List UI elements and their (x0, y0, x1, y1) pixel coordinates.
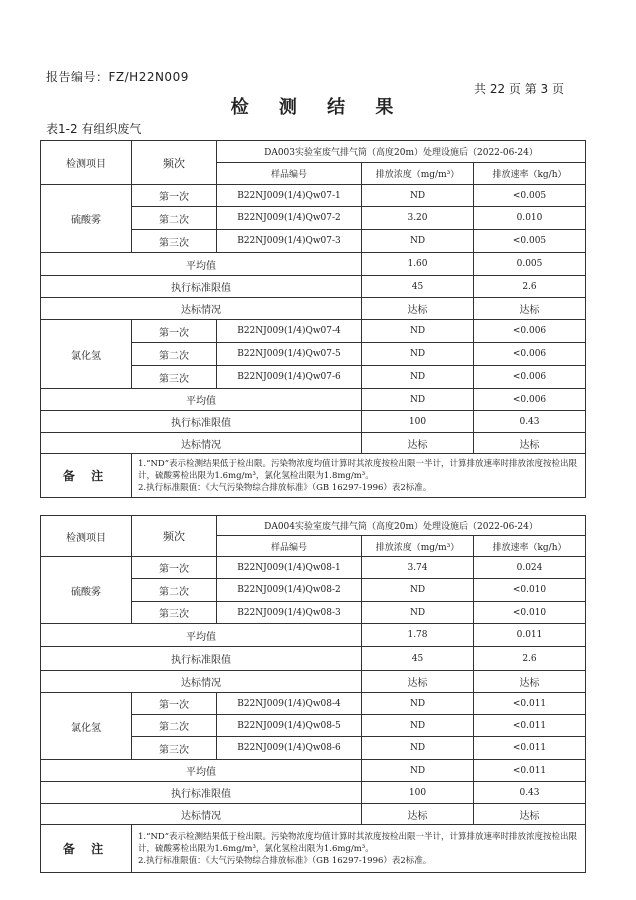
emission-rate-cell: <0.005 (474, 185, 586, 207)
status-label: 达标情况 (41, 298, 362, 320)
emission-rate-cell: <0.006 (474, 366, 586, 389)
summary-row (41, 276, 586, 298)
page-indicator: 共 22 页 第 3 页 (474, 82, 564, 96)
frequency-cell: 第二次 (132, 207, 217, 230)
sample-number-cell: B22NJ009(1/4)Qw07-5 (217, 343, 362, 366)
limit-emission-rate: 0.43 (474, 411, 586, 433)
sample-number-cell: B22NJ009(1/4)Qw08-1 (217, 557, 362, 579)
avg-emission-rate: 0.005 (474, 253, 586, 276)
header-concentration: 排放浓度（mg/m³） (362, 536, 474, 557)
frequency-cell: 第三次 (132, 366, 217, 389)
sample-number-cell: B22NJ009(1/4)Qw08-3 (217, 602, 362, 624)
header-frequency: 频次 (132, 516, 217, 557)
pollutant-name: 氯化氢 (41, 320, 132, 389)
status-emission-rate: 达标 (474, 433, 586, 454)
header-frequency: 频次 (132, 141, 217, 185)
concentration-cell: ND (362, 715, 474, 737)
notes-label: 备 注 (41, 454, 132, 498)
status-emission-rate: 达标 (474, 298, 586, 320)
notes-text (132, 454, 586, 498)
summary-row (41, 804, 586, 825)
emission-rate-cell: <0.006 (474, 343, 586, 366)
page-title: 检 测 结 果 (230, 97, 406, 118)
table-row (41, 557, 586, 579)
avg-label: 平均值 (41, 253, 362, 276)
avg-label: 平均值 (41, 389, 362, 411)
avg-concentration: ND (362, 760, 474, 782)
limit-label: 执行标准限值 (41, 276, 362, 298)
status-emission-rate: 达标 (474, 671, 586, 693)
concentration-cell: 3.20 (362, 207, 474, 230)
emission-rate-cell: <0.010 (474, 579, 586, 602)
concentration-cell: ND (362, 602, 474, 624)
summary-row (41, 671, 586, 693)
summary-row (41, 298, 586, 320)
emission-rate-cell: <0.006 (474, 320, 586, 343)
table-row (41, 693, 586, 715)
emission-rate-cell: <0.011 (474, 737, 586, 760)
limit-emission-rate: 0.43 (474, 782, 586, 804)
status-label: 达标情况 (41, 671, 362, 693)
report-number: 报告编号：FZ/H22N009 (46, 70, 189, 84)
concentration-cell: ND (362, 230, 474, 253)
table-row (41, 320, 586, 343)
limit-label: 执行标准限值 (41, 411, 362, 433)
limit-concentration: 100 (362, 411, 474, 433)
status-concentration: 达标 (362, 298, 474, 320)
frequency-cell: 第一次 (132, 185, 217, 207)
pollutant-name: 硫酸雾 (41, 557, 132, 624)
header-source: DA003实验室废气排气筒（高度20m）处理设施后（2022-06-24） (217, 141, 586, 163)
avg-concentration: 1.78 (362, 624, 474, 647)
table-row (41, 185, 586, 207)
header-emission-rate: 排放速率（kg/h） (474, 536, 586, 557)
summary-row (41, 782, 586, 804)
sample-number-cell: B22NJ009(1/4)Qw07-1 (217, 185, 362, 207)
status-label: 达标情况 (41, 433, 362, 454)
pollutant-name: 硫酸雾 (41, 185, 132, 253)
note-line: 2.执行标准限值：《大气污染物综合排放标准》（GB 16297-1996）表2标准。 (138, 855, 432, 866)
sample-number-cell: B22NJ009(1/4)Qw07-6 (217, 366, 362, 389)
summary-row (41, 760, 586, 782)
concentration-cell: ND (362, 320, 474, 343)
pollutant-name: 氯化氢 (41, 693, 132, 760)
summary-row (41, 433, 586, 454)
frequency-cell: 第三次 (132, 602, 217, 624)
notes-row (41, 454, 586, 498)
limit-label: 执行标准限值 (41, 782, 362, 804)
frequency-cell: 第二次 (132, 343, 217, 366)
summary-row (41, 389, 586, 411)
limit-concentration: 45 (362, 276, 474, 298)
emission-rate-cell: <0.010 (474, 602, 586, 624)
limit-emission-rate: 2.6 (474, 647, 586, 671)
results-table-da004 (40, 515, 586, 873)
limit-concentration: 100 (362, 782, 474, 804)
avg-emission-rate: <0.011 (474, 760, 586, 782)
emission-rate-cell: <0.005 (474, 230, 586, 253)
avg-emission-rate: 0.011 (474, 624, 586, 647)
notes-label: 备 注 (41, 825, 132, 873)
table-caption: 表1-2 有组织废气 (46, 122, 142, 136)
frequency-cell: 第一次 (132, 693, 217, 715)
emission-rate-cell: 0.010 (474, 207, 586, 230)
frequency-cell: 第一次 (132, 320, 217, 343)
frequency-cell: 第二次 (132, 579, 217, 602)
frequency-cell: 第三次 (132, 737, 217, 760)
limit-label: 执行标准限值 (41, 647, 362, 671)
header-emission-rate: 排放速率（kg/h） (474, 163, 586, 185)
emission-rate-cell: 0.024 (474, 557, 586, 579)
concentration-cell: ND (362, 366, 474, 389)
header-row (41, 516, 586, 536)
notes-row (41, 825, 586, 873)
status-concentration: 达标 (362, 433, 474, 454)
frequency-cell: 第三次 (132, 230, 217, 253)
avg-emission-rate: <0.006 (474, 389, 586, 411)
frequency-cell: 第一次 (132, 557, 217, 579)
frequency-cell: 第二次 (132, 715, 217, 737)
status-label: 达标情况 (41, 804, 362, 825)
concentration-cell: ND (362, 693, 474, 715)
sample-number-cell: B22NJ009(1/4)Qw07-2 (217, 207, 362, 230)
header-test-item: 检测项目 (41, 516, 132, 557)
concentration-cell: ND (362, 185, 474, 207)
sample-number-cell: B22NJ009(1/4)Qw08-6 (217, 737, 362, 760)
concentration-cell: ND (362, 579, 474, 602)
notes-text (132, 825, 586, 873)
concentration-cell: ND (362, 737, 474, 760)
note-line: 1.“ND”表示检测结果低于检出限。污染物浓度均值计算时其浓度按检出限一半计，计算排放速率时排放浓度按检出限计，硫酸雾检出限为1.6mg/m³，氯化氢检出限为1.8mg/m³。 (138, 458, 578, 481)
header-sample-no: 样品编号 (217, 536, 362, 557)
sample-number-cell: B22NJ009(1/4)Qw08-4 (217, 693, 362, 715)
sample-number-cell: B22NJ009(1/4)Qw08-2 (217, 579, 362, 602)
emission-rate-cell: <0.011 (474, 693, 586, 715)
header-row (41, 141, 586, 163)
header-concentration: 排放浓度（mg/m³） (362, 163, 474, 185)
avg-concentration: 1.60 (362, 253, 474, 276)
summary-row (41, 624, 586, 647)
status-concentration: 达标 (362, 804, 474, 825)
header-test-item: 检测项目 (41, 141, 132, 185)
note-line: 1.“ND”表示检测结果低于检出限。污染物浓度均值计算时其浓度按检出限一半计，计算排放速率时排放浓度按检出限计，硫酸雾检出限为1.6mg/m³，氯化氢检出限为1.6mg/m³。 (138, 831, 578, 854)
results-table-da003 (40, 140, 586, 498)
summary-row (41, 647, 586, 671)
limit-emission-rate: 2.6 (474, 276, 586, 298)
status-concentration: 达标 (362, 671, 474, 693)
avg-concentration: ND (362, 389, 474, 411)
limit-concentration: 45 (362, 647, 474, 671)
header-sample-no: 样品编号 (217, 163, 362, 185)
avg-label: 平均值 (41, 760, 362, 782)
emission-rate-cell: <0.011 (474, 715, 586, 737)
status-emission-rate: 达标 (474, 804, 586, 825)
summary-row (41, 253, 586, 276)
avg-label: 平均值 (41, 624, 362, 647)
note-line: 2.执行标准限值：《大气污染物综合排放标准》（GB 16297-1996）表2标准。 (138, 482, 432, 493)
sample-number-cell: B22NJ009(1/4)Qw08-5 (217, 715, 362, 737)
summary-row (41, 411, 586, 433)
header-source: DA004实验室废气排气筒（高度20m）处理设施后（2022-06-24） (217, 516, 586, 536)
concentration-cell: ND (362, 343, 474, 366)
sample-number-cell: B22NJ009(1/4)Qw07-4 (217, 320, 362, 343)
sample-number-cell: B22NJ009(1/4)Qw07-3 (217, 230, 362, 253)
concentration-cell: 3.74 (362, 557, 474, 579)
